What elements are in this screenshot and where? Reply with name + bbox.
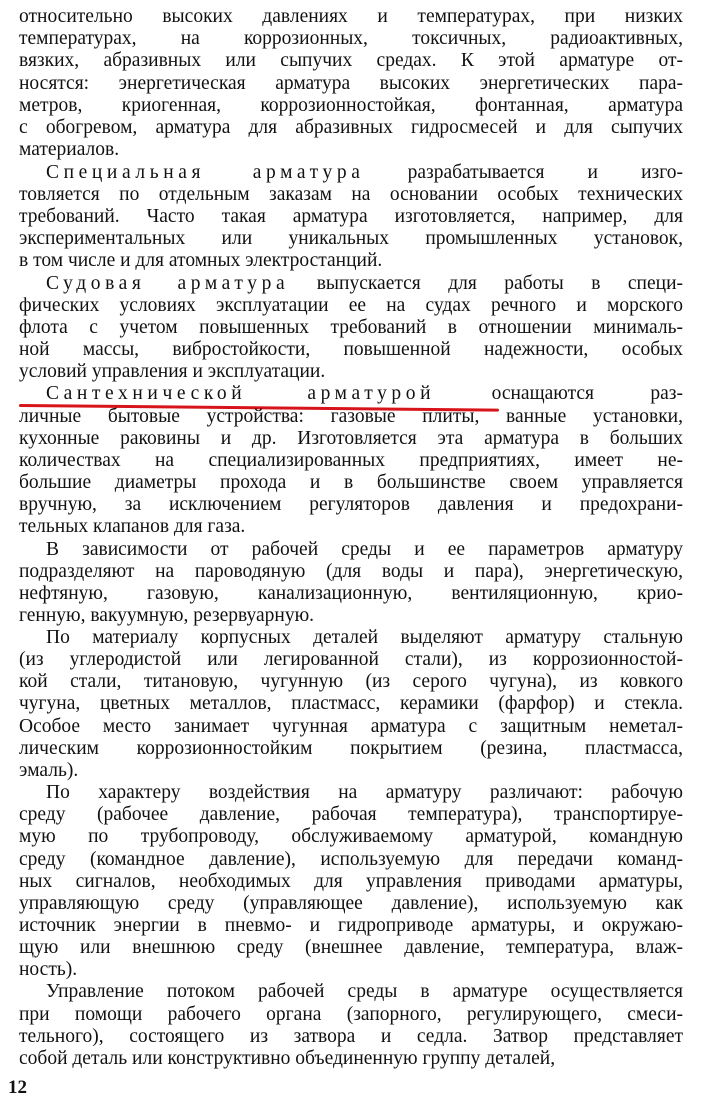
line-text: оснащаются раз- (435, 383, 683, 404)
text-line: ной массы, вибростойкости, повышенной надежности, особых (19, 339, 683, 360)
text-line: товляется по отдельным заказам на основании особых технических (19, 184, 683, 205)
text-line: в том числе и для атомных электростанций. (19, 250, 383, 271)
text-line: щую или внешнюю среду (внешнее давление, температура, влаж- (19, 937, 683, 958)
text-line: фических условиях эксплуатации ее на судах речного и морского (19, 295, 683, 316)
text-line: метров, криогенная, коррозионностойкая, фонтанная, арматура (19, 95, 683, 116)
text-line: подразделяют на пароводяную (для воды и пара), энергетическую, (19, 561, 683, 582)
text-line: среду (рабочее давление, рабочая температура), транспортируе- (19, 804, 683, 825)
text-line: мую по трубопроводу, обслуживаемому арматурой, командную (19, 826, 683, 847)
text-line: чугуна, цветных металлов, пластмасс, керамики (фарфор) и стекла. (19, 693, 683, 714)
text-line: тельных клапанов для газа. (19, 516, 246, 537)
spaced-term: Специальная арматура (46, 162, 365, 183)
text-line: источник энергии в пневмо- и гидроприводе арматуры, и окружаю- (19, 915, 683, 936)
line-text: разрабатывается и изго- (364, 162, 683, 183)
text-line (46, 273, 683, 294)
text-line: По характеру воздействия на арматуру различают: рабочую (46, 782, 683, 803)
text-line: собой деталь или конструктивно объединенную группу деталей, (19, 1048, 556, 1069)
text-line (46, 162, 683, 183)
text-line: управляющую среду (управляющее давление), используемую как (19, 893, 683, 914)
text-line: ных сигналов, необходимых для управления приводами арматуры, (19, 871, 683, 892)
text-line: требований. Часто такая арматура изготовляется, например, для (19, 206, 683, 227)
page-number: 12 (8, 1077, 27, 1098)
text-line: температурах, на коррозионных, токсичных, радиоактивных, (19, 28, 683, 49)
text-line: тельного), состоящего из затвора и седла. Затвор представляет (19, 1026, 683, 1047)
text-line: при помощи рабочего органа (запорного, регулирующего, смеси- (19, 1004, 683, 1025)
text-line (46, 383, 683, 404)
text-line: относительно высоких давлениях и температурах, при низких (19, 6, 683, 27)
text-line: среду (командное давление), используемую для передачи команд- (19, 849, 683, 870)
text-line: Особое место занимает чугунная арматура с защитным неметал- (19, 716, 683, 737)
spaced-term: Судовая арматура (46, 273, 290, 294)
text-line: экспериментальных или уникальных промышленных установок, (19, 228, 683, 249)
text-line: эмаль). (19, 760, 79, 781)
text-line: личные бытовые устройства: газовые плиты, ванные установки, (19, 406, 683, 427)
text-line: лическим коррозионностойким покрытием (резина, пластмасса, (19, 738, 683, 759)
text-line: вручную, за исключением регуляторов давления и предохрани- (19, 494, 683, 515)
text-line: с обогревом, арматура для абразивных гидросмесей и для сыпучих (19, 117, 683, 138)
text-line: ность). (19, 959, 78, 980)
spaced-term: Сантехнической арматурой (46, 383, 436, 404)
text-line: кой стали, титановую, чугунную (из серого чугуна), из ковкого (19, 671, 683, 692)
text-line: кухонные раковины и др. Изготовляется эта арматура в больших (19, 428, 683, 449)
text-line: нефтяную, газовую, канализационную, вентиляционную, крио- (19, 583, 683, 604)
text-line: (из углеродистой или легированной стали), из коррозионностой- (19, 649, 683, 670)
text-line: материалов. (19, 139, 120, 160)
line-text: выпускается для работы в специ- (289, 273, 683, 294)
text-line: количествах на специализированных предприятиях, имеет не- (19, 450, 683, 471)
text-line: флота с учетом повышенных требований в отношении минималь- (19, 317, 683, 338)
text-line: большие диаметры прохода и в большинстве своем управляется (19, 472, 683, 493)
text-line: условий управления и эксплуатации. (19, 361, 326, 382)
text-line: В зависимости от рабочей среды и ее параметров арматуру (46, 539, 683, 560)
text-line: носятся: энергетическая арматура высоких энергетических пара- (19, 73, 683, 94)
text-line: вязких, абразивных или сыпучих средах. К этой арматуре от- (19, 50, 683, 71)
text-line: Управление потоком рабочей среды в арматуре осуществляется (46, 981, 683, 1002)
text-line: генную, вакуумную, резервуарную. (19, 605, 315, 626)
text-line: По материалу корпусных деталей выделяют арматуру стальную (46, 627, 683, 648)
